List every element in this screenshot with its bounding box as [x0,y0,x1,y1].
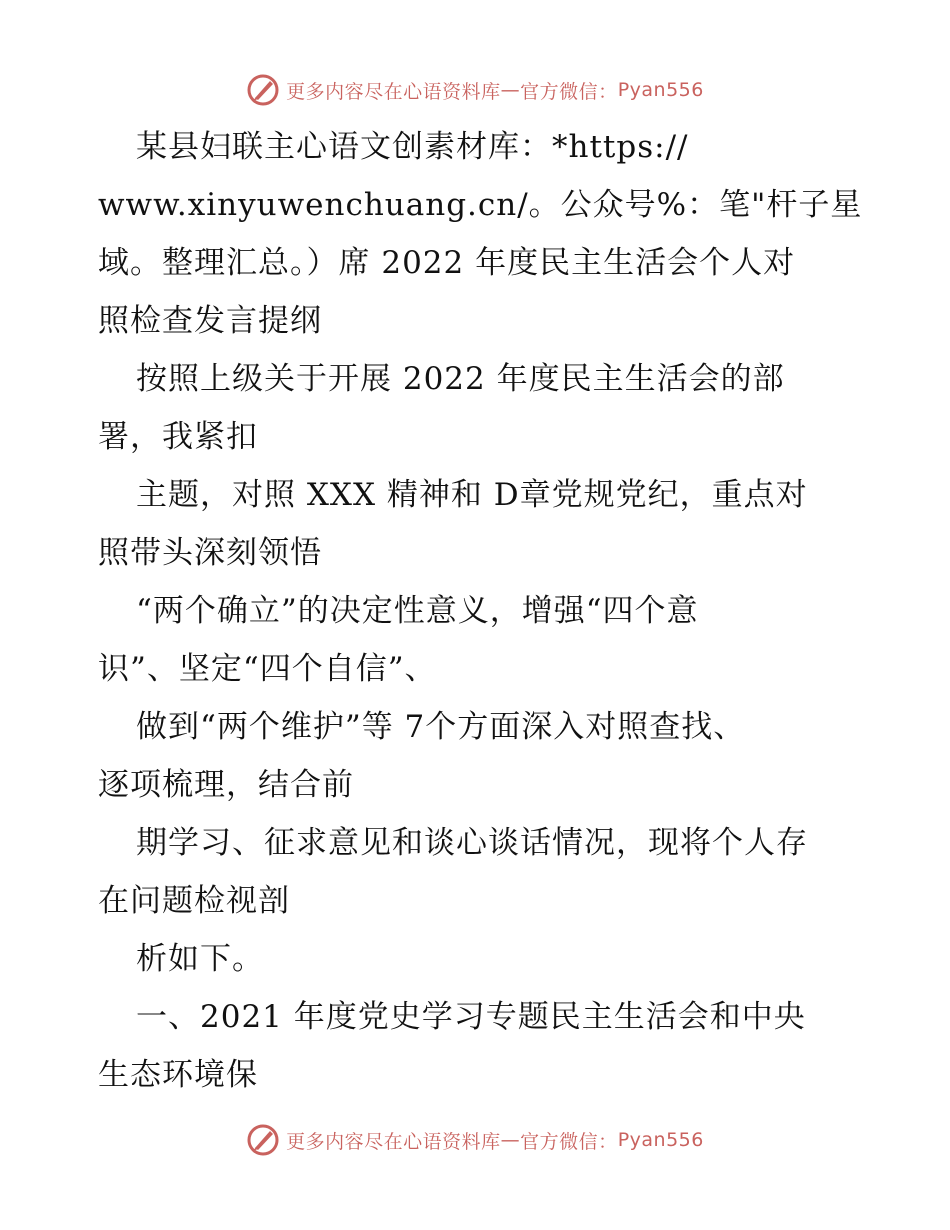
body-line: 署，我紧扣 [98,419,258,455]
body-line: 按照上级关于开展 2022 年度民主生活会的部 [136,361,785,397]
body-line: 识”、坚定“四个自信”、 [98,651,437,687]
banner-site-text: 更多内容尽在心语资料库 [286,80,501,103]
body-line: 照带头深刻领悟 [98,535,322,571]
body-line: 域。整理汇总。）席 2022 年度民主生活会个人对 [98,245,796,281]
body-line: www.xinyuwenchuang.cn/。公众号%：笔"杆子星 [98,187,863,223]
body-line: 某县妇联主心语文创素材库：*https:// [136,129,689,165]
banner-official-text: 官方微信： [520,80,618,103]
document-body [98,118,863,1104]
banner-separator: — [500,79,521,101]
quill-logo-icon [246,1123,280,1157]
body-line: 做到“两个维护”等 7个方面深入对照查找、 [136,709,746,745]
body-line: 期学习、征求意见和谈心谈话情况，现将个人存 [136,825,808,861]
body-line: 在问题检视剖 [98,883,290,919]
body-line: 析如下。 [136,941,264,977]
body-line: 主题，对照 XXX 精神和 D章党规党纪，重点对 [136,477,808,513]
banner-official-text: 官方微信： [520,1130,618,1153]
banner-account: Pyan556 [617,79,704,101]
banner-site-text: 更多内容尽在心语资料库 [286,1130,501,1153]
body-line: 照检查发言提纲 [98,303,322,339]
body-line: 逐项梳理，结合前 [98,767,354,803]
footer-banner [0,1120,950,1160]
body-line: 一、2021 年度党史学习专题民主生活会和中央 [136,999,806,1035]
body-line: “两个确立”的决定性意义，增强“四个意 [136,593,699,629]
banner-separator: — [500,1129,521,1151]
quill-logo-icon [246,73,280,107]
banner-account: Pyan556 [617,1129,704,1151]
body-line: 生态环境保 [98,1057,258,1093]
header-banner [0,70,950,110]
